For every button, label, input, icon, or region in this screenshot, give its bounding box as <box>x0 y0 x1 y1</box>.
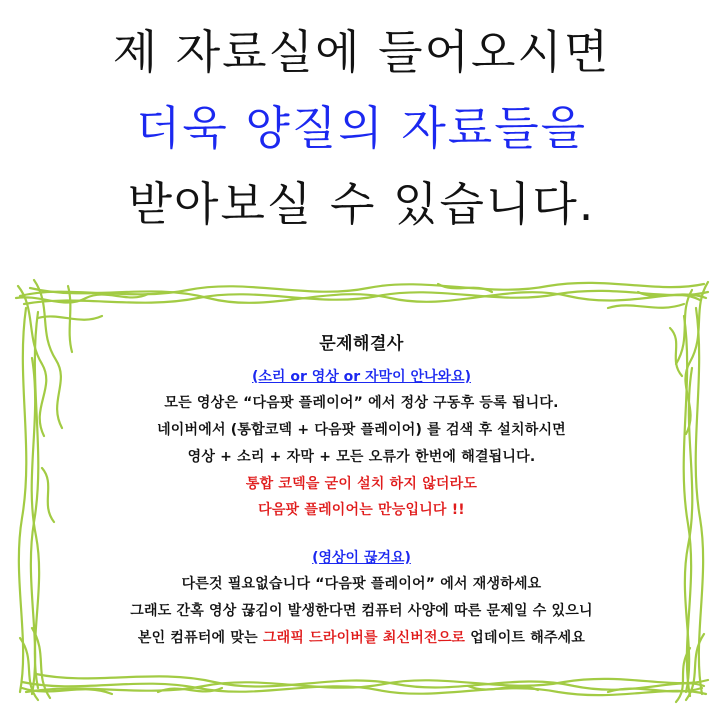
section1-line-3: 영상 + 소리 + 자막 + 모든 오류가 한번에 해결됩니다. <box>187 449 536 465</box>
section1-subtitle: (소리 or 영상 or 자막이 안나와요) <box>252 369 471 385</box>
section1-line-2: 네이버에서 (통합코덱 + 다음팟 플레이어) 를 검색 후 설치하시면 <box>157 422 566 438</box>
headline-block <box>0 14 723 242</box>
section2-subtitle: (영상이 끊겨요) <box>312 550 411 566</box>
section2-line-3-post: 업데이트 해주세요 <box>465 630 586 646</box>
content-block <box>0 330 723 652</box>
section1-line-1: 모든 영상은 “다음팟 플레이어” 에서 정상 구동후 등록 됩니다. <box>164 395 559 411</box>
section2-line-3-pre: 본인 컴퓨터에 맞는 <box>137 630 263 646</box>
section2-line-3 <box>0 625 723 652</box>
section2-line-2: 그래도 간혹 영상 끊김이 발생한다면 컴퓨터 사양에 따른 문제일 수 있으니 <box>130 603 593 619</box>
headline-line-3: 받아보실 수 있습니다. <box>127 177 596 231</box>
spacer <box>0 523 723 545</box>
headline-line-1: 제 자료실에 들어오시면 <box>112 25 611 79</box>
section1-warning-1: 통합 코덱을 굳이 설치 하지 않더라도 <box>245 476 478 492</box>
section2-line-3-highlight: 그래픽 드라이버를 최신버전으로 <box>262 630 466 646</box>
content-title: 문제해결사 <box>319 334 404 354</box>
section2-line-1: 다른것 필요없습니다 “다음팟 플레이어” 에서 재생하세요 <box>181 576 542 592</box>
section1-warning-2: 다음팟 플레이어는 만능입니다 !! <box>258 502 465 518</box>
headline-line-2: 더욱 양질의 자료들을 <box>135 101 588 155</box>
